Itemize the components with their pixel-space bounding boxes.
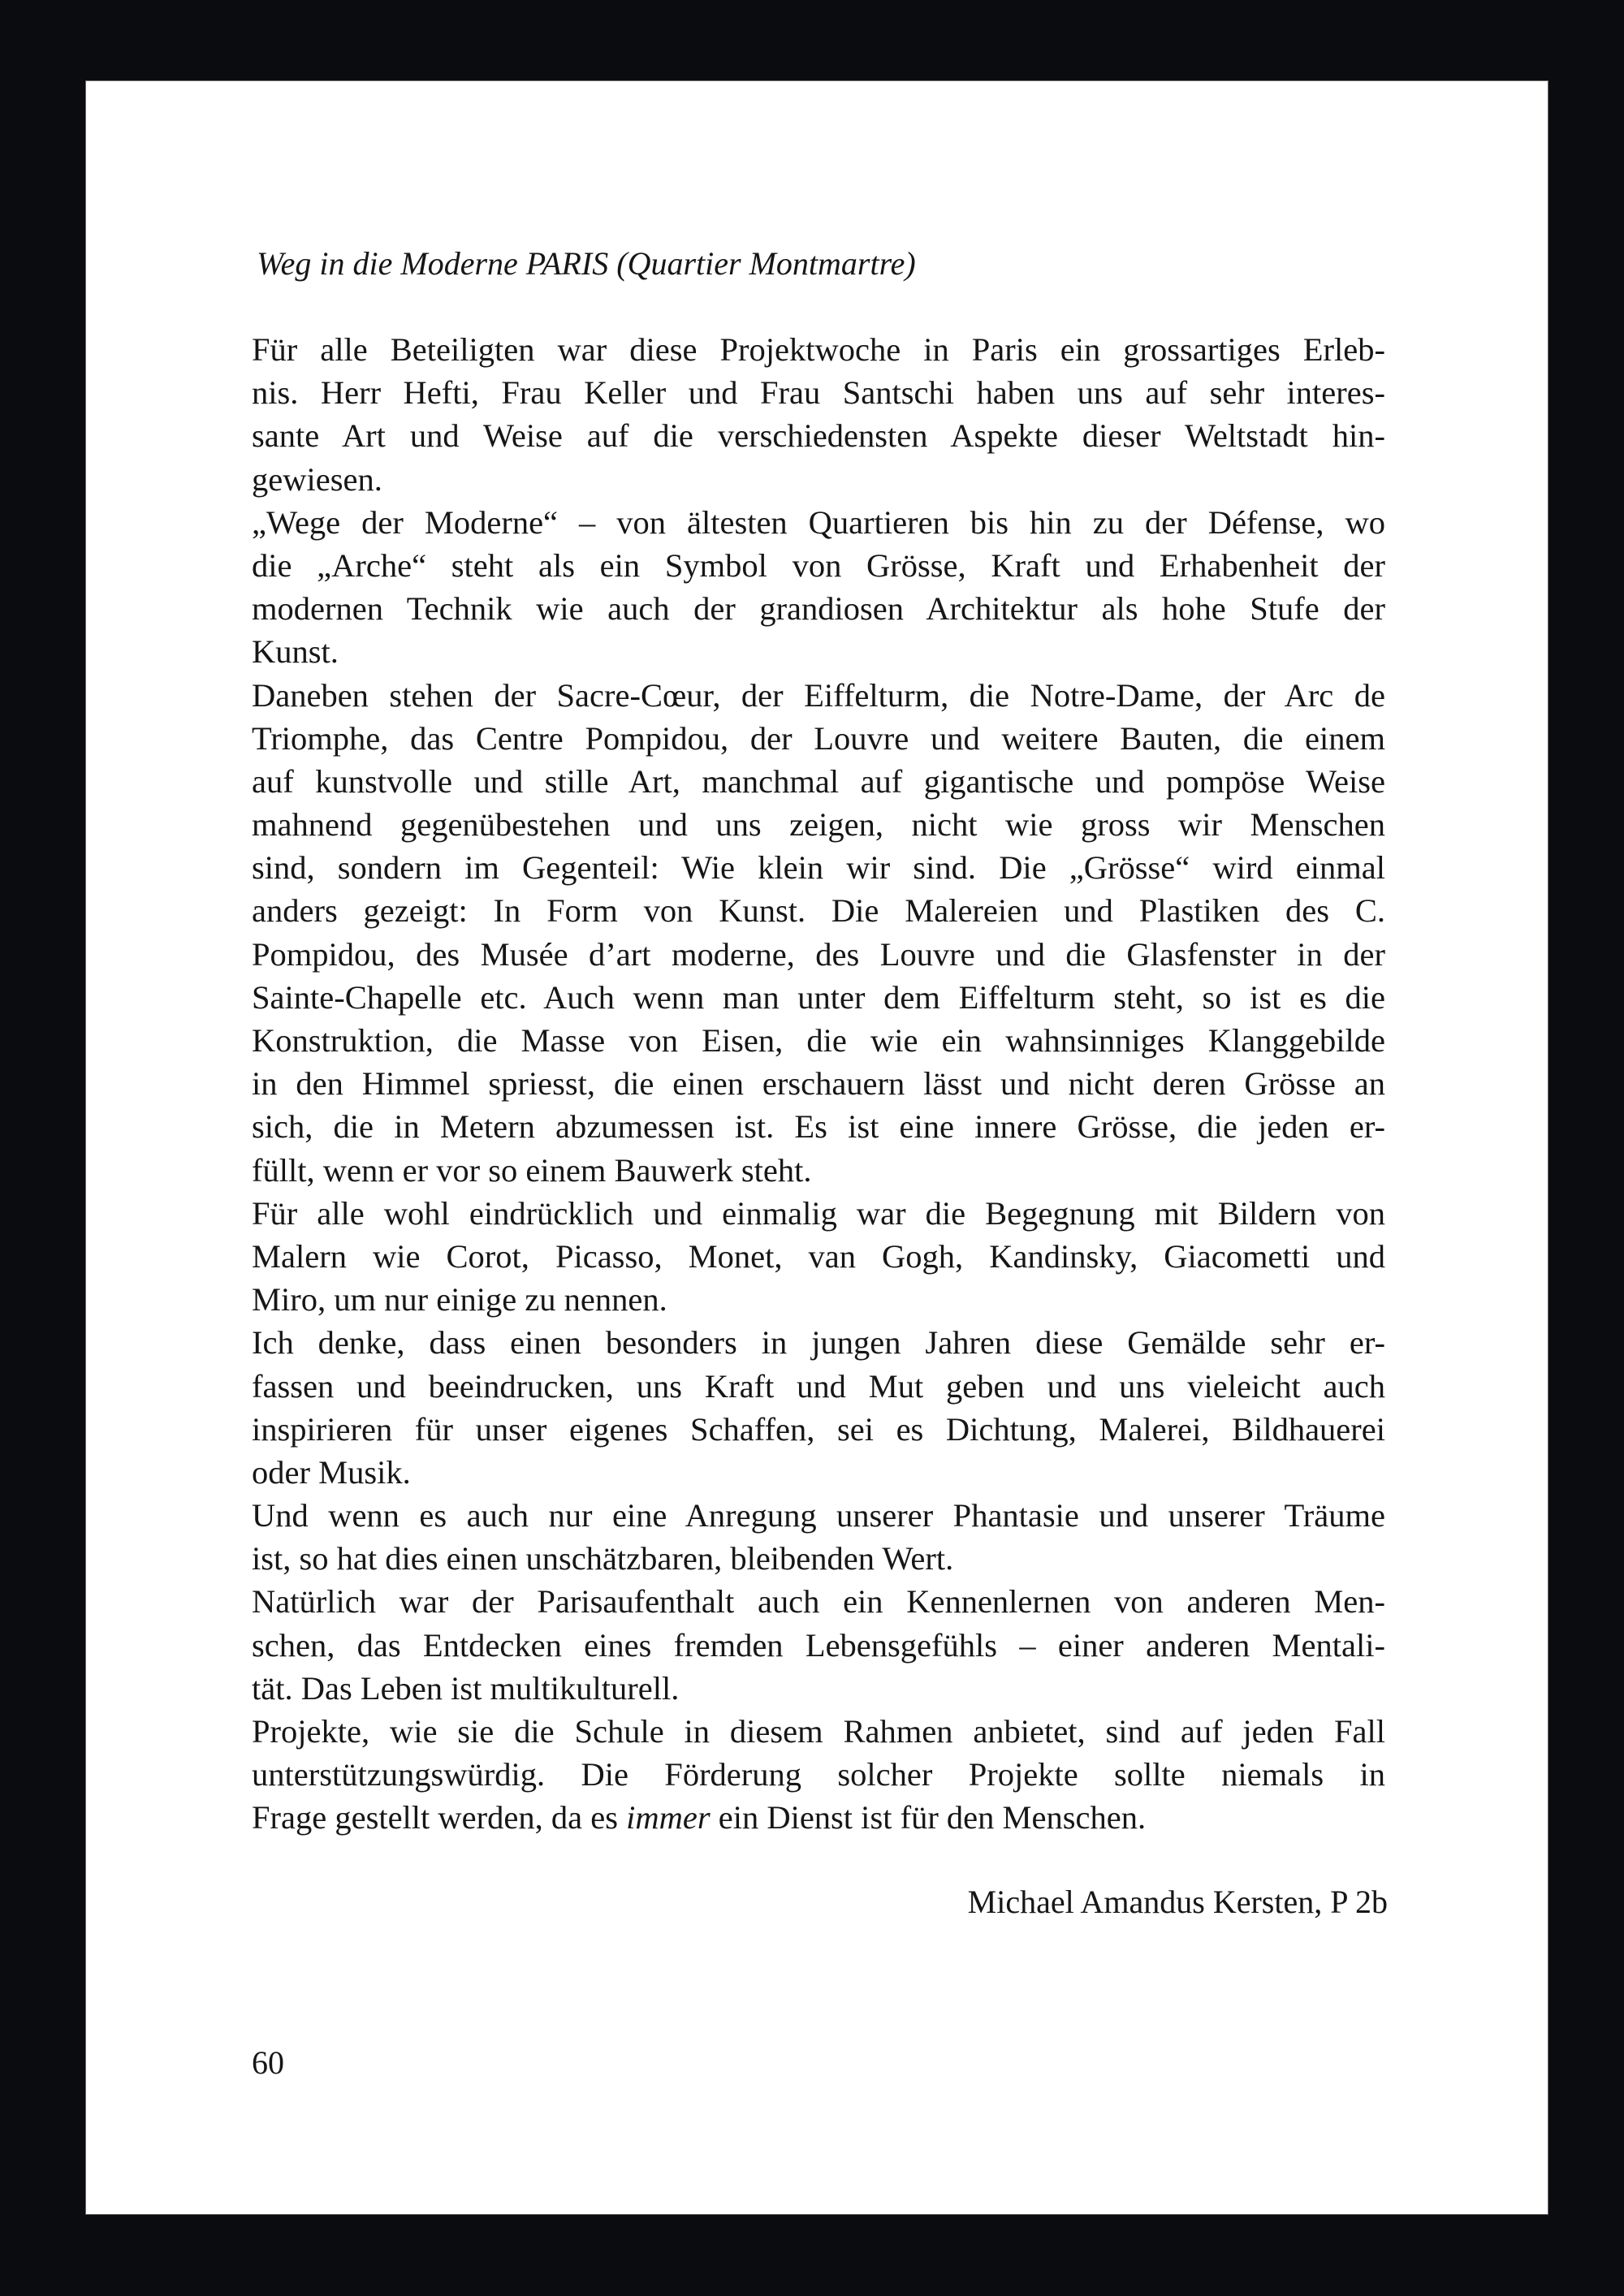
text-line: in den Himmel spriesst, die einen erschauern lässt und nicht deren Grösse an	[252, 1065, 1385, 1103]
paragraph	[252, 1710, 1385, 1840]
text-segment: ein Dienst ist für den Menschen.	[710, 1799, 1147, 1836]
text-segment: Frage gestellt werden, da es	[252, 1799, 627, 1836]
article-body	[252, 328, 1385, 1840]
text-line: Miro, um nur einige zu nennen.	[252, 1281, 667, 1318]
text-line: Konstruktion, die Masse von Eisen, die wie ein wahnsinniges Klanggebilde	[252, 1022, 1385, 1059]
text-line: Natürlich war der Parisaufenthalt auch ein Kennenlernen von anderen Men-	[252, 1583, 1385, 1621]
text-line: sich, die in Metern abzumessen ist. Es ist eine innere Grösse, die jeden er-	[252, 1108, 1385, 1146]
text-line: gewiesen.	[252, 460, 382, 498]
text-line: Ich denke, dass einen besonders in jungen Jahren diese Gemälde sehr er-	[252, 1324, 1385, 1362]
text-line: Sainte-Chapelle etc. Auch wenn man unter dem Eiffelturm steht, so ist es die	[252, 978, 1385, 1016]
paragraph	[252, 1494, 1385, 1580]
text-line: inspirieren für unser eigenes Schaffen, sei es Dichtung, Malerei, Bildhauerei	[252, 1410, 1385, 1448]
text-line: Für alle Beteiligten war diese Projektwoche in Paris ein grossartiges Erleb-	[252, 331, 1385, 368]
document-page	[86, 81, 1548, 2214]
text-line: Triomphe, das Centre Pompidou, der Louvre und weitere Bauten, die einem	[252, 719, 1385, 757]
page-title: Weg in die Moderne PARIS (Quartier Montmartre)	[257, 245, 916, 282]
paragraph	[252, 1192, 1385, 1322]
text-line: Für alle wohl eindrücklich und einmalig war die Begegnung mit Bildern von	[252, 1194, 1385, 1232]
author-signature: Michael Amandus Kersten, P 2b	[967, 1884, 1388, 1920]
text-line: fassen und beeindrucken, uns Kraft und Mut geben und uns vieleicht auch	[252, 1367, 1385, 1405]
emphasized-word: immer	[626, 1799, 710, 1836]
text-line: die „Arche“ steht als ein Symbol von Grösse, Kraft und Erhabenheit der	[252, 546, 1385, 584]
text-line: mahnend gegenübestehen und uns zeigen, nicht wie gross wir Menschen	[252, 806, 1385, 844]
text-line: ist, so hat dies einen unschätzbaren, bleibenden Wert.	[252, 1540, 954, 1577]
text-line: Malern wie Corot, Picasso, Monet, van Gogh, Kandinsky, Giacometti und	[252, 1237, 1385, 1275]
text-line: anders gezeigt: In Form von Kunst. Die Malereien und Plastiken des C.	[252, 892, 1385, 930]
text-line: oder Musik.	[252, 1453, 411, 1491]
text-line: sind, sondern im Gegenteil: Wie klein wir sind. Die „Grösse“ wird einmal	[252, 849, 1385, 887]
text-line: füllt, wenn er vor so einem Bauwerk steht.	[252, 1151, 812, 1189]
text-line: Und wenn es auch nur eine Anregung unserer Phantasie und unserer Träume	[252, 1497, 1385, 1534]
text-line	[252, 1796, 1385, 1839]
paragraph	[252, 501, 1385, 674]
text-line: Daneben stehen der Sacre-Cœur, der Eiffelturm, die Notre-Dame, der Arc de	[252, 676, 1385, 714]
paragraph	[252, 1321, 1385, 1494]
text-line: sante Art und Weise auf die verschiedensten Aspekte dieser Weltstadt hin-	[252, 417, 1385, 455]
text-line: „Wege der Moderne“ – von ältesten Quartieren bis hin zu der Défense, wo	[252, 503, 1385, 541]
text-line: unterstützungswürdig. Die Förderung solcher Projekte sollte niemals in	[252, 1756, 1385, 1793]
paragraph	[252, 674, 1385, 1192]
paragraph	[252, 1580, 1385, 1710]
paragraph	[252, 328, 1385, 501]
text-line: schen, das Entdecken eines fremden Lebensgefühls – einer anderen Mentali-	[252, 1626, 1385, 1664]
text-line: Pompidou, des Musée d’art moderne, des Louvre und die Glasfenster in der	[252, 935, 1385, 973]
text-line: Kunst.	[252, 633, 339, 671]
text-line: tät. Das Leben ist multikulturell.	[252, 1669, 680, 1707]
text-line: nis. Herr Hefti, Frau Keller und Frau Santschi haben uns auf sehr interes-	[252, 374, 1385, 412]
text-line: modernen Technik wie auch der grandiosen Architektur als hohe Stufe der	[252, 590, 1385, 628]
text-line: Projekte, wie sie die Schule in diesem Rahmen anbietet, sind auf jeden Fall	[252, 1713, 1385, 1750]
page-number: 60	[252, 2044, 284, 2081]
text-line: auf kunstvolle und stille Art, manchmal auf gigantische und pompöse Weise	[252, 762, 1385, 800]
